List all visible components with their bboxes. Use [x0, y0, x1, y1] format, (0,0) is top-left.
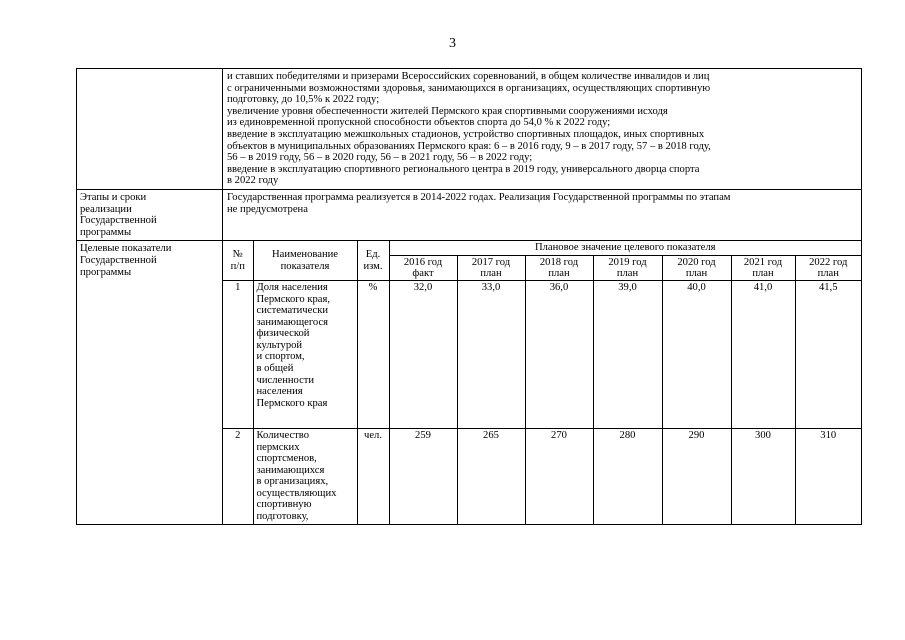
label-line: Государственной	[80, 215, 157, 227]
name-line: Пермского края	[256, 397, 328, 409]
header-year-2016	[389, 255, 457, 280]
row-name	[253, 280, 357, 428]
name-line: численности	[256, 374, 315, 386]
value-2017: 265	[457, 428, 525, 523]
label-line: Этапы и сроки	[80, 191, 147, 203]
name-line: физической	[256, 328, 310, 340]
stages-label	[77, 190, 223, 240]
year-type: план	[752, 267, 774, 279]
name-line: Доля населения	[256, 281, 328, 293]
header-plan-title: Плановое значение целевого показателя	[389, 241, 861, 255]
year-label: 2018 год	[539, 256, 579, 268]
continuation-label-cell	[77, 69, 223, 189]
text-line: в 2022 году	[227, 175, 279, 187]
row-num: 2	[223, 428, 253, 523]
text-line: Государственная программа реализуется в 2014-2022 годах. Реализация Государственной программы по этапам	[227, 191, 731, 203]
label-line: Целевые показатели	[80, 243, 172, 255]
value-2020: 290	[662, 428, 731, 523]
text-line: из единовременной пропускной способности объектов спорта до 54,0 % к 2022 году;	[227, 117, 611, 129]
value-2022: 310	[795, 428, 861, 523]
year-type: план	[616, 267, 639, 279]
table-row	[223, 280, 861, 428]
stages-row	[76, 190, 862, 241]
year-type: план	[685, 267, 708, 279]
year-label: 2020 год	[677, 256, 716, 268]
header-name-line: показателя	[280, 260, 330, 272]
name-line: спортивную	[256, 499, 312, 511]
year-label: 2017 год	[471, 256, 511, 268]
name-line: спортсменов,	[256, 453, 317, 465]
name-line: занимающихся	[256, 464, 325, 476]
text-line: увеличение уровня обеспеченности жителей Пермского края спортивными сооружениями исходя	[227, 105, 668, 117]
indicators-table-cell	[223, 241, 861, 523]
label-line: реализации	[80, 203, 132, 215]
name-line: пермских	[256, 441, 300, 453]
year-label: 2021 год	[743, 256, 783, 268]
header-unit	[357, 241, 389, 280]
header-num	[223, 241, 253, 280]
year-label: 2019 год	[608, 256, 647, 268]
header-name	[253, 241, 357, 280]
value-2021: 41,0	[731, 280, 795, 428]
indicators-table	[223, 241, 861, 523]
value-2018: 36,0	[525, 280, 593, 428]
text-line: введение в эксплуатацию спортивного регионального центра в 2019 году, универсального дворца спорта	[227, 163, 700, 175]
name-line: осуществляющих	[256, 487, 337, 499]
value-2020: 40,0	[662, 280, 731, 428]
text-line: с ограниченными возможностями здоровья, занимающихся в организациях, осуществляющих спортивную	[227, 82, 711, 94]
header-unit-line: изм.	[363, 260, 383, 272]
name-line: населения	[256, 386, 303, 398]
text-line: не предусмотрена	[227, 203, 308, 215]
text-line: и ставших победителями и призерами Всероссийских соревнований, в общем количестве инвалидов и лиц	[227, 71, 710, 82]
header-year-2018	[525, 255, 593, 280]
page-number: 3	[449, 36, 456, 51]
name-line: занимающегося	[256, 316, 329, 328]
document-table	[76, 68, 862, 525]
header-row-1	[223, 241, 861, 255]
stages-text	[223, 190, 861, 240]
value-2016: 259	[389, 428, 457, 523]
indicators-row	[76, 241, 862, 524]
name-line: в организациях,	[256, 476, 329, 488]
header-year-2022	[795, 255, 861, 280]
indicators-label	[77, 241, 223, 523]
text-line: подготовку, до 10,5% к 2022 году;	[227, 94, 380, 106]
continuation-text	[223, 69, 861, 189]
year-type: план	[817, 267, 839, 279]
year-label: 2022 год	[809, 256, 848, 268]
label-line: программы	[80, 226, 132, 238]
header-year-2017	[457, 255, 525, 280]
text-line: введение в эксплуатацию межшкольных стадионов, устройство спортивных площадок, иных спортивных	[227, 128, 705, 140]
name-line: в общей	[256, 363, 294, 375]
continuation-row	[76, 68, 862, 190]
year-label: 2016 год	[403, 256, 443, 268]
text-line: 56 – в 2019 году, 56 – в 2020 году, 56 – в 2021 году, 56 – в 2022 году;	[227, 152, 533, 164]
name-line: систематически	[256, 305, 329, 317]
year-type: план	[548, 267, 570, 279]
value-2016: 32,0	[389, 280, 457, 428]
name-line: культурой	[256, 339, 303, 351]
row-name	[253, 428, 357, 523]
row-unit: %	[357, 280, 389, 428]
value-2018: 270	[525, 428, 593, 523]
name-line: и спортом,	[256, 351, 305, 363]
header-num-line: №	[232, 249, 243, 261]
header-num-line: п/п	[230, 260, 245, 272]
value-2019: 39,0	[593, 280, 662, 428]
text-line: объектов в муниципальных образованиях Пермского края: 6 – в 2016 году, 9 – в 2017 году, 57 – в 2018 году,	[227, 140, 711, 152]
value-2017: 33,0	[457, 280, 525, 428]
label-line: программы	[80, 266, 132, 278]
name-line: подготовку,	[256, 511, 309, 523]
header-year-2019	[593, 255, 662, 280]
value-2019: 280	[593, 428, 662, 523]
name-line: Пермского края,	[256, 293, 330, 305]
row-unit: чел.	[357, 428, 389, 523]
year-type: план	[480, 267, 502, 279]
row-num: 1	[223, 280, 253, 428]
header-year-2021	[731, 255, 795, 280]
value-2022: 41,5	[795, 280, 861, 428]
name-line: Количество	[256, 429, 310, 441]
label-line: Государственной	[80, 254, 157, 266]
header-name-line: Наименование	[272, 249, 338, 261]
header-year-2020	[662, 255, 731, 280]
header-unit-line: Ед.	[365, 249, 381, 261]
table-row	[223, 428, 861, 523]
value-2021: 300	[731, 428, 795, 523]
year-type: факт	[412, 267, 434, 279]
